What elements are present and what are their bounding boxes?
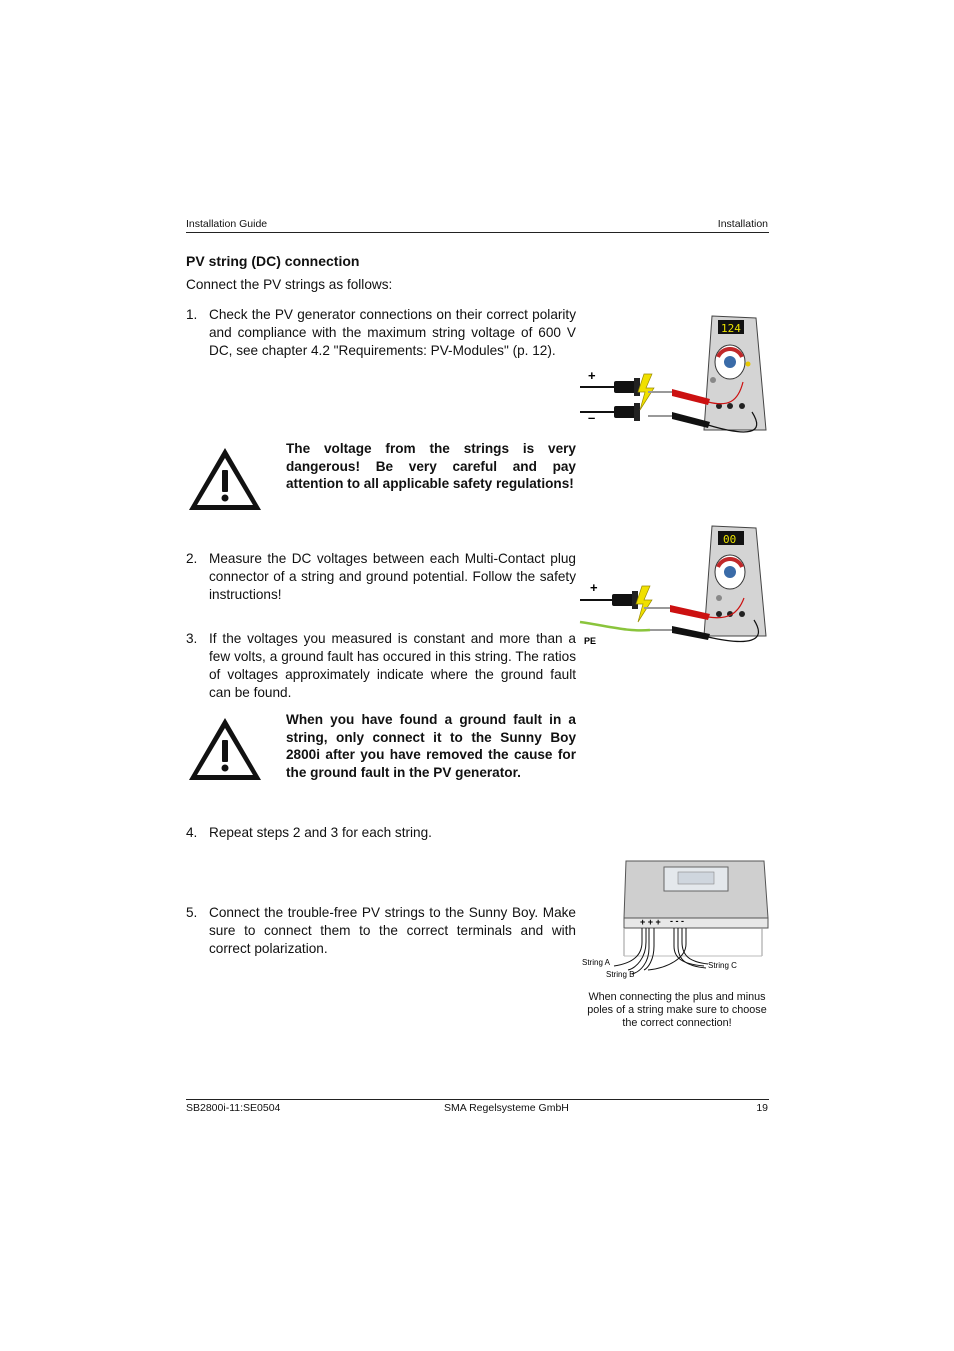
minus-label-1: – (588, 410, 596, 425)
meter-display-1: 124 (721, 322, 741, 335)
lightning-icon (636, 586, 652, 622)
plus-label-1: + (588, 368, 596, 383)
string-a-label: String A (582, 958, 611, 967)
plus-label-2: + (590, 580, 598, 595)
string-b-label: String B (606, 970, 635, 979)
page-number: 19 (756, 1102, 768, 1114)
figure-caption: When connecting the plus and minus poles of a string make sure to choose the correct connection! (587, 991, 767, 1029)
multimeter-polarity-figure (578, 312, 770, 436)
step-5-text: Connect the trouble-free PV strings to the Sunny Boy. Make sure to connect them to the correct terminals and with correct polarization. (209, 905, 576, 956)
footer-rule (186, 1099, 769, 1100)
meter-display-2: 00 (723, 533, 737, 546)
step-4-number: 4. (186, 825, 198, 840)
connector-icon (580, 591, 638, 609)
warning-1-text: The voltage from the strings is very dangerous! Be very careful and pay attention to all applicable safety regulations! (286, 441, 576, 491)
section-title: PV string (DC) connection (186, 253, 360, 269)
multimeter-ground-figure (578, 522, 770, 652)
ground-wire (580, 622, 650, 630)
warning-2-text: When you have found a ground fault in a string, only connect it to the Sunny Boy 2800i after you have removed the cause for the ground fault in the PV generator. (286, 712, 576, 780)
multimeter-icon (704, 316, 766, 430)
step-2-text: Measure the DC voltages between each Multi-Contact plug connector of a string and ground potential. Follow the safety instructions! (209, 551, 576, 602)
footer-center: SMA Regelsysteme GmbH (444, 1102, 569, 1114)
step-5-number: 5. (186, 905, 198, 920)
intro-text: Connect the PV strings as follows: (186, 277, 393, 292)
header-rule (186, 232, 769, 233)
string-c-label: String C (708, 961, 737, 970)
step-1-number: 1. (186, 307, 198, 322)
warning-triangle-icon (187, 446, 263, 512)
multimeter-icon (704, 526, 766, 636)
header-right: Installation (717, 218, 768, 230)
pe-label: PE (584, 636, 597, 646)
terminals-minus-label: - - - (670, 916, 684, 926)
step-3-text: If the voltages you measured is constant and more than a few volts, a ground fault has occured in this string. The ratios of voltages approximately indicate where the ground fault can be found. (209, 631, 576, 700)
step-2-number: 2. (186, 551, 198, 566)
header-left: Installation Guide (186, 218, 268, 230)
string-wires (614, 928, 708, 974)
step-1-text: Check the PV generator connections on their correct polarity and compliance with the maximum string voltage of 600 V DC, see chapter 4.2 "Requirements: PV-Modules" (p. 12). (209, 307, 576, 358)
sunny-boy-terminals-figure (578, 858, 770, 982)
footer-left: SB2800i-11:SE0504 (186, 1102, 281, 1114)
warning-triangle-icon (187, 716, 263, 782)
step-3-number: 3. (186, 631, 198, 646)
step-4-text: Repeat steps 2 and 3 for each string. (209, 825, 432, 840)
terminals-plus-label: + + + (640, 917, 661, 927)
